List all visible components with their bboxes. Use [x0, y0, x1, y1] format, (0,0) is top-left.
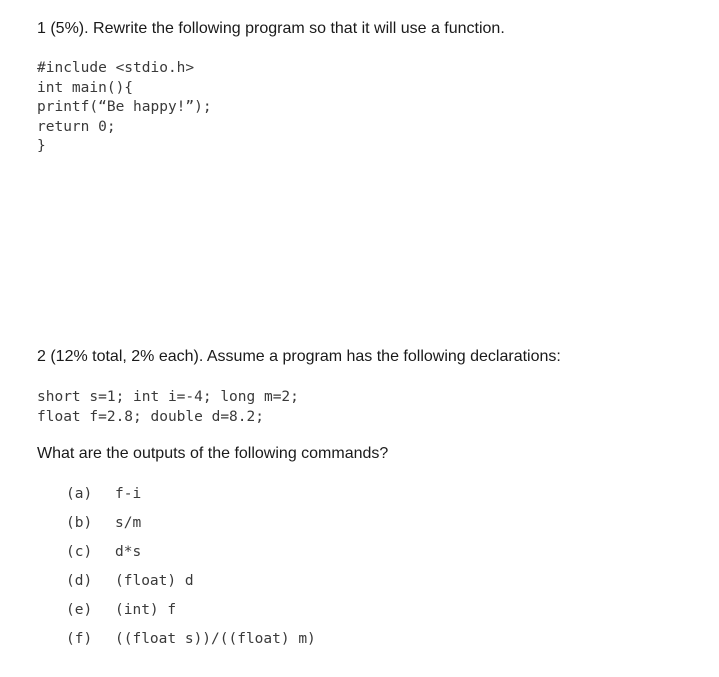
question-2-heading: 2 (12% total, 2% each). Assume a program has the following declarations: — [37, 348, 561, 365]
item-expression: d*s — [115, 544, 142, 560]
item-expression: f-i — [115, 486, 142, 502]
item-label: (d) — [66, 573, 93, 589]
item-label: (a) — [66, 486, 93, 502]
item-expression: ((float s))/((float) m) — [115, 631, 316, 647]
list-item — [66, 483, 316, 512]
question-2-item-list — [66, 483, 316, 657]
code-line: } — [37, 138, 46, 154]
question-1-heading: 1 (5%). Rewrite the following program so that it will use a function. — [37, 20, 505, 37]
item-label: (e) — [66, 602, 93, 618]
question-2-declarations — [37, 388, 299, 427]
code-line: printf(“Be happy!”); — [37, 99, 212, 115]
item-label: (b) — [66, 515, 93, 531]
question-1-code — [37, 59, 212, 157]
item-label: (c) — [66, 544, 93, 560]
question-2-prompt: What are the outputs of the following commands? — [37, 445, 389, 462]
list-item — [66, 541, 316, 570]
list-item — [66, 599, 316, 628]
code-line: short s=1; int i=-4; long m=2; — [37, 389, 299, 405]
item-expression: (float) d — [115, 573, 194, 589]
list-item — [66, 570, 316, 599]
code-line: float f=2.8; double d=8.2; — [37, 408, 264, 425]
code-line: int main(){ — [37, 79, 134, 96]
list-item — [66, 512, 316, 541]
item-expression: s/m — [115, 515, 142, 531]
code-line: return 0; — [37, 118, 116, 135]
item-label: (f) — [66, 631, 93, 647]
list-item — [66, 628, 316, 657]
code-line: #include <stdio.h> — [37, 60, 195, 76]
item-expression: (int) f — [115, 602, 177, 618]
